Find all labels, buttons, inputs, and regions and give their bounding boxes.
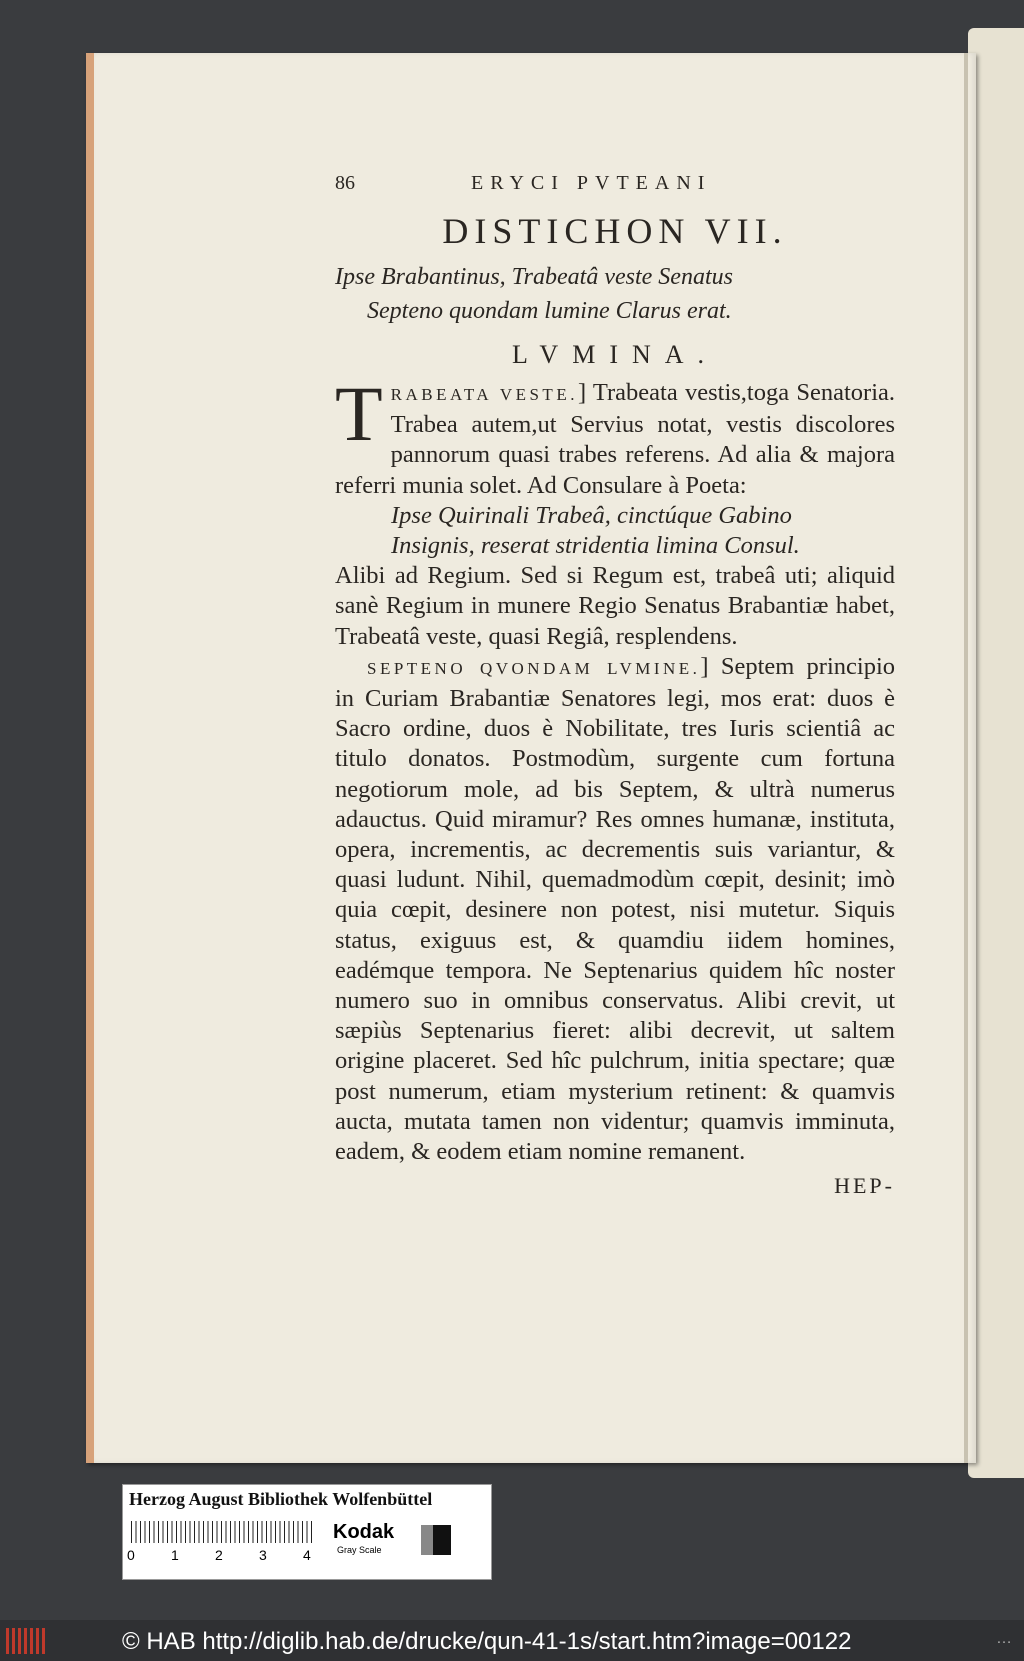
verse-line: Ipse Brabantinus, Trabeatâ veste Senatus [335, 264, 733, 290]
ruler-number: 3 [259, 1547, 267, 1563]
library-label: Herzog August Bibliothek Wolfenbüttel [129, 1489, 433, 1509]
ruler-number: 1 [171, 1547, 179, 1563]
lemma: SEPTENO QVONDAM LVMINE. [367, 658, 701, 678]
footer-bar [0, 1620, 1024, 1661]
quotation [335, 501, 895, 561]
color-scale-card [122, 1484, 492, 1580]
paragraph-text: ] Trabeata vestis,toga Senatoria. Trabea autem,ut Servius notat, vestis discolores pannorum quasi trabes referens. Ad alia & majora referri munia solet. Ad Consulare à Poeta: [335, 379, 895, 499]
verse-line: Septeno quondam lumine Clarus erat. [367, 298, 732, 324]
quote-line: Ipse Quirinali Trabeâ, cinctúque Gabino [391, 501, 792, 529]
folio-number: 86 [335, 172, 355, 194]
running-head [335, 172, 895, 208]
commentary-body [335, 370, 895, 1201]
running-head-title: ERYCI PVTEANI [471, 172, 712, 194]
lemma: RABEATA VESTE. [390, 385, 578, 404]
ruler-number: 4 [303, 1547, 311, 1563]
kodak-brand: Kodak [333, 1521, 395, 1543]
ruler-number: 2 [215, 1547, 223, 1563]
catchword: HEP- [834, 1173, 895, 1199]
ruler-ticks [131, 1521, 313, 1543]
paragraph [335, 652, 895, 1167]
page-gutter [964, 53, 968, 1463]
page-text [335, 172, 895, 1201]
distich [335, 260, 895, 328]
gray-patch [421, 1525, 451, 1555]
quote-line: Insignis, reserat stridentia limina Consul. [391, 532, 800, 560]
ruler-number: 0 [127, 1547, 135, 1563]
hab-logo-icon[interactable] [6, 1628, 46, 1654]
more-icon[interactable]: … [996, 1630, 1012, 1647]
commentary-heading: LVMINA. [511, 340, 719, 369]
paragraph [335, 370, 895, 501]
adjacent-page-edge [968, 28, 1024, 1478]
paragraph: Alibi ad Regium. Sed si Regum est, trabeâ uti; aliquid sanè Regium in munere Regio Senatus Brabantiæ habet, Trabeatâ veste, quasi Regiâ, resplendens. [335, 562, 895, 650]
gray-scale-label: Gray Scale [337, 1545, 382, 1555]
section-title: DISTICHON VII. [442, 211, 788, 251]
drop-cap: T [335, 370, 383, 457]
paragraph-text: ] Septem principio in Curiam Brabantiæ Senatores legi, mos erat: duos è Sacro ordine, duos è Nobilitate, tres Iuris scientiâ ac titulo donatos. Postmodùm, surgente cum fortuna negotiorum mole, ad bis Septem, & ultrà numerus adauctus. Quid miramur? Res omnes humanæ, instituta, opera, incrementis, ac decrementis suis variantur, & quasi ludunt. Nihil, quemadmodùm cœpit, desinit; imò quia cœpit, desinere non potest, nisi mutetur. Siquis status, exiguus est, & quamdiu iidem homines, eadémque tempora. Ne Septenarius quidem hîc noster numero suo in omnibus conservatus. Alibi crevit, ut sæpiùs Septenarius fieret: alibi decrevit, ut saltem origine placeret. Sed hîc pulchrum, initia spectare; quæ post numerum, etiam mysterium retinent: & quamvis aucta, mutata tamen non videntur; quamvis imminuta, eadem, & eodem etiam nomine remanent. [335, 652, 895, 1166]
citation-link[interactable]: © HAB http://diglib.hab.de/drucke/qun-41-1s/start.htm?image=00122 [122, 1628, 852, 1655]
